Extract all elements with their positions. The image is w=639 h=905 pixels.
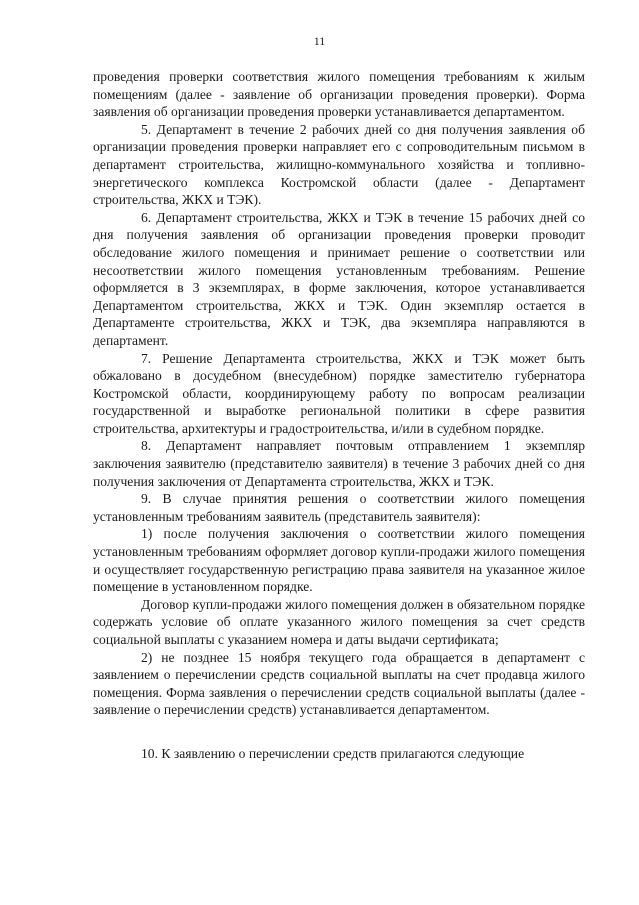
paragraph-item-10: 10. К заявлению о перечислении средств прилагаются следующие xyxy=(141,745,525,761)
paragraph-item-7: 7. Решение Департамента строительства, ЖКХ и ТЭК может быть обжаловано в досудебном (внесудебном) порядке заместителю губернатора Костромской области, координирующему работу по вопросам реализации государственной и выработке региональной политики в сфере развития строительства, архитектуры и градостроительства, и/или в судебном порядке. xyxy=(93,350,585,436)
document-body xyxy=(93,68,585,763)
paragraph-continuation: проведения проверки соответствия жилого помещения требованиям к жилым помещениям (далее - заявление об организации проведения проверки). Форма заявления об организации проведения проверки устанавливается департаментом. xyxy=(93,69,585,120)
paragraph-item-8: 8. Департамент направляет почтовым отправлением 1 экземпляр заключения заявителю (представителю заявителя) в течение 3 рабочих дней со дня получения заключения от Департамента строительства, ЖКХ и ТЭК. xyxy=(93,438,585,489)
paragraph-subitem-1: 1) после получения заключения о соответствии жилого помещения установленным требованиям оформляет договор купли-продажи жилого помещения и осуществляет государственную регистрацию права заявителя на указанное жилое помещение в установленном порядке. xyxy=(93,526,585,595)
paragraph-item-9: 9. В случае принятия решения о соответствии жилого помещения установленным требованиям заявитель (представитель заявителя): xyxy=(93,491,585,524)
paragraph-item-6: 6. Департамент строительства, ЖКХ и ТЭК в течение 15 рабочих дней со дня получения заявления об организации проведения проверки проводит обследование жилого помещения и принимает решение о соответствии или несоответствии жилого помещения установленным требованиям. Решение оформляется в 3 экземплярах, в форме заключения, которое устанавливается Департаментом строительства, ЖКХ и ТЭК. Один экземпляр остается в Департаменте строительства, ЖКХ и ТЭК, два экземпляра направляются в департамент. xyxy=(93,209,585,348)
page-number: 11 xyxy=(313,34,326,48)
paragraph-contract-condition: Договор купли-продажи жилого помещения должен в обязательном порядке содержать условие об оплате указанного жилого помещения за счет средств социальной выплаты с указанием номера и даты выдачи сертификата; xyxy=(93,596,585,647)
paragraph-subitem-2: 2) не позднее 15 ноября текущего года обращается в департамент с заявлением о перечислении средств социальной выплаты на счет продавца жилого помещения. Форма заявления о перечислении средств социальной выплаты (далее - заявление о перечислении средств) устанавливается департаментом. xyxy=(93,649,585,718)
paragraph-item-5: 5. Департамент в течение 2 рабочих дней со дня получения заявления об организации проведения проверки направляет его с сопроводительным письмом в департамент строительства, жилищно-коммунального хозяйства и топливно-энергетического комплекса Костромской области (далее - Департамент строительства, ЖКХ и ТЭК). xyxy=(93,121,585,208)
